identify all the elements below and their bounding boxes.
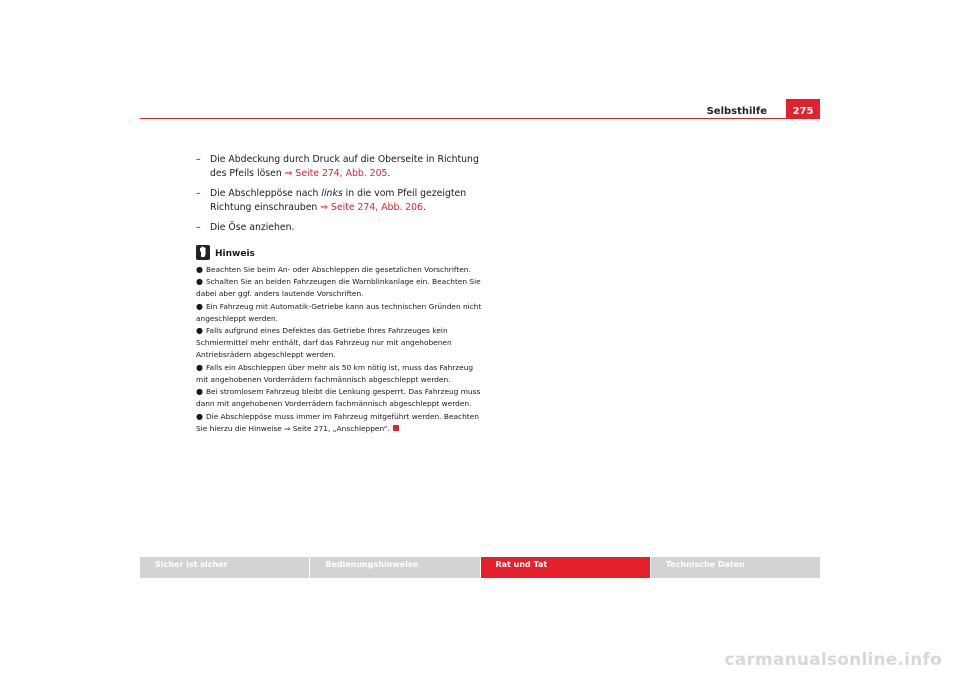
instruction-step bbox=[196, 221, 486, 235]
bullet-icon: ● bbox=[196, 264, 203, 274]
footer-tab-sicher[interactable]: Sicher ist sicher bbox=[140, 557, 309, 578]
bullet-icon: ● bbox=[196, 326, 203, 336]
footer-nav bbox=[140, 557, 820, 578]
bullet-text: Bei stromlosem Fahrzeug bleibt die Lenkung gesperrt. Das Fahrzeug muss dann mit angehobenen Vorderrädern fachmännisch abgeschleppt werden. bbox=[196, 387, 481, 409]
watermark: carmanualsonline.info bbox=[724, 650, 942, 670]
footer-tab-bedienung[interactable]: Bedienungshinweise bbox=[310, 557, 479, 578]
note-hand-icon bbox=[196, 245, 210, 260]
page-reference-link[interactable]: ⇒ Seite 274, Abb. 205 bbox=[284, 167, 388, 179]
bullet-text: Schalten Sie an beiden Fahrzeugen die Warnblinkanlage ein. Beachten Sie dabei aber ggf. anders lautende Vorschriften. bbox=[196, 277, 481, 299]
step-dash: – bbox=[196, 188, 201, 199]
bullet-icon: ● bbox=[196, 301, 203, 311]
bullet-icon: ● bbox=[196, 277, 203, 287]
bullet-icon: ● bbox=[196, 387, 203, 397]
section-end-icon bbox=[393, 425, 399, 431]
note-bullet bbox=[196, 386, 486, 410]
header-divider bbox=[140, 118, 820, 119]
page-number: 275 bbox=[786, 99, 820, 119]
bullet-text: Beachten Sie beim An- oder Abschleppen die gesetzlichen Vorschriften. bbox=[205, 264, 471, 274]
instruction-step bbox=[196, 153, 486, 180]
note-bullet bbox=[196, 276, 486, 300]
step-dash: – bbox=[196, 154, 201, 165]
header-title: Selbsthilfe bbox=[706, 106, 767, 117]
bullet-text: Die Abschleppöse muss immer im Fahrzeug mitgeführt werden. Beachten Sie hierzu die Hinweise ⇒ Seite 271, „Anschleppen“. bbox=[196, 412, 479, 433]
step-text: Die Abschleppöse nach bbox=[210, 188, 322, 199]
note-header bbox=[196, 245, 486, 260]
instruction-step bbox=[196, 187, 486, 214]
bullet-text: Falls aufgrund eines Defektes das Getriebe Ihres Fahrzeuges kein Schmiermittel mehr enthält, darf das Fahrzeug nur mit angehobenen Antriebsrädern abgeschleppt werden. bbox=[196, 326, 452, 360]
footer-tab-technische-daten[interactable]: Technische Daten bbox=[651, 557, 820, 578]
note-bullet bbox=[196, 362, 486, 386]
bullet-icon: ● bbox=[196, 362, 203, 372]
bullet-icon: ● bbox=[196, 412, 203, 422]
step-text: Die Öse anziehen. bbox=[210, 222, 295, 233]
note-bullet bbox=[196, 264, 486, 276]
step-text: Die Abdeckung durch Druck auf die Oberseite in Richtung des Pfeils lösen bbox=[210, 154, 479, 179]
footer-tab-rat-und-tat[interactable]: Rat und Tat bbox=[481, 557, 650, 578]
page-reference-link[interactable]: ⇒ Seite 274, Abb. 206 bbox=[320, 201, 424, 213]
emphasis-text: links bbox=[321, 188, 343, 199]
note-bullet bbox=[196, 411, 486, 435]
bullet-text: Falls ein Abschleppen über mehr als 50 km nötig ist, muss das Fahrzeug mit angehobenen Vorderrädern fachmännisch abgeschleppt werden. bbox=[196, 362, 474, 384]
step-text: in die vom Pfeil gezeigten Richtung einschrauben bbox=[210, 188, 467, 213]
note-bullet bbox=[196, 325, 486, 360]
bullet-text: Ein Fahrzeug mit Automatik-Getriebe kann aus technischen Gründen nicht angeschleppt werden. bbox=[196, 301, 482, 323]
step-text: . bbox=[423, 201, 426, 213]
note-bullet bbox=[196, 301, 486, 325]
step-text: . bbox=[387, 167, 391, 179]
main-content bbox=[196, 153, 486, 436]
step-dash: – bbox=[196, 222, 201, 233]
note-title: Hinweis bbox=[215, 248, 255, 259]
